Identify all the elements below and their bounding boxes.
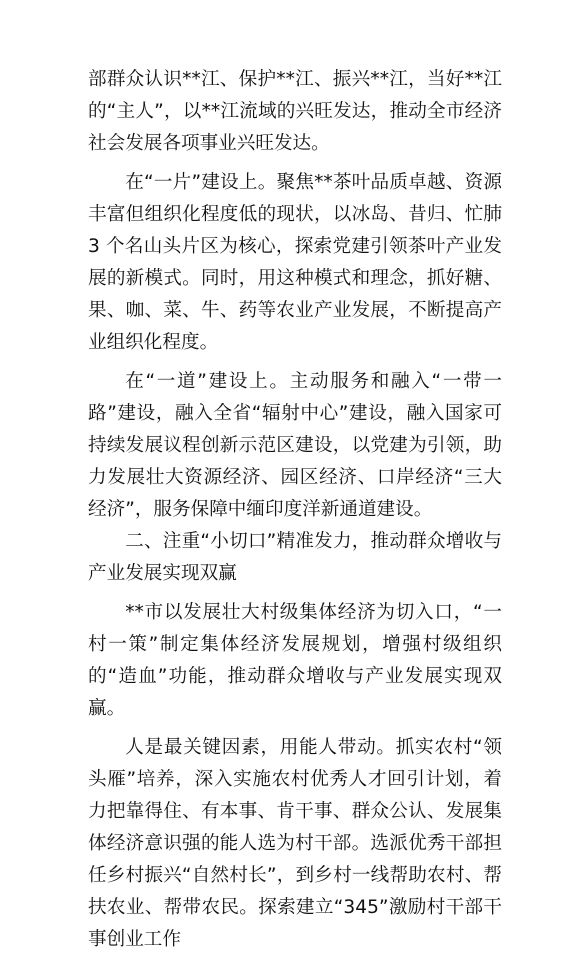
document-body [88, 64, 502, 956]
section-heading-2: 二、注重“小切口”精准发力，推动群众增收与产业发展实现双赢 [88, 531, 502, 584]
paragraph-talent: 人是最关键因素，用能人带动。抓实农村“领头雁”培养，深入实施农村优秀人才回引计划，着力把靠得住、有本事、肯干事、群众公认、发展集体经济意识强的能人选为村干部。选派优秀干部担任乡村振兴“自然村长”，到乡村一线帮助农村、帮扶农业、帮带农民。探索建立“345”激励村干部干事创业工作 [88, 737, 502, 950]
paragraph-collective-economy: **市以发展壮大村级集体经济为切入口，“一村一策”制定集体经济发展规划，增强村级组织的“造血”功能，推动群众增收与产业发展实现双赢。 [88, 602, 502, 719]
paragraph-yipian: 在“一片”建设上。聚焦**茶叶品质卓越、资源丰富但组织化程度低的现状，以冰岛、昔归、忙肺 3 个名山头片区为核心，探索党建引领茶叶产业发展的新模式。同时，用这种模式和理念，抓好糖、果、咖、菜、牛、药等农业产业发展，不断提高产业组织化程度。 [88, 172, 502, 353]
paragraph-continuation: 部群众认识**江、保护**江、振兴**江，当好**江的“主人”，以**江流域的兴旺发达，推动全市经济社会发展各项事业兴旺发达。 [88, 69, 502, 154]
paragraph-yidao: 在“一道”建设上。主动服务和融入“一带一路”建设，融入全省“辐射中心”建设，融入国家可持续发展议程创新示范区建设，以党建为引领，助力发展壮大资源经济、园区经济、口岸经济“三大经济”，服务保障中缅印度洋新通道建设。 [88, 371, 502, 520]
